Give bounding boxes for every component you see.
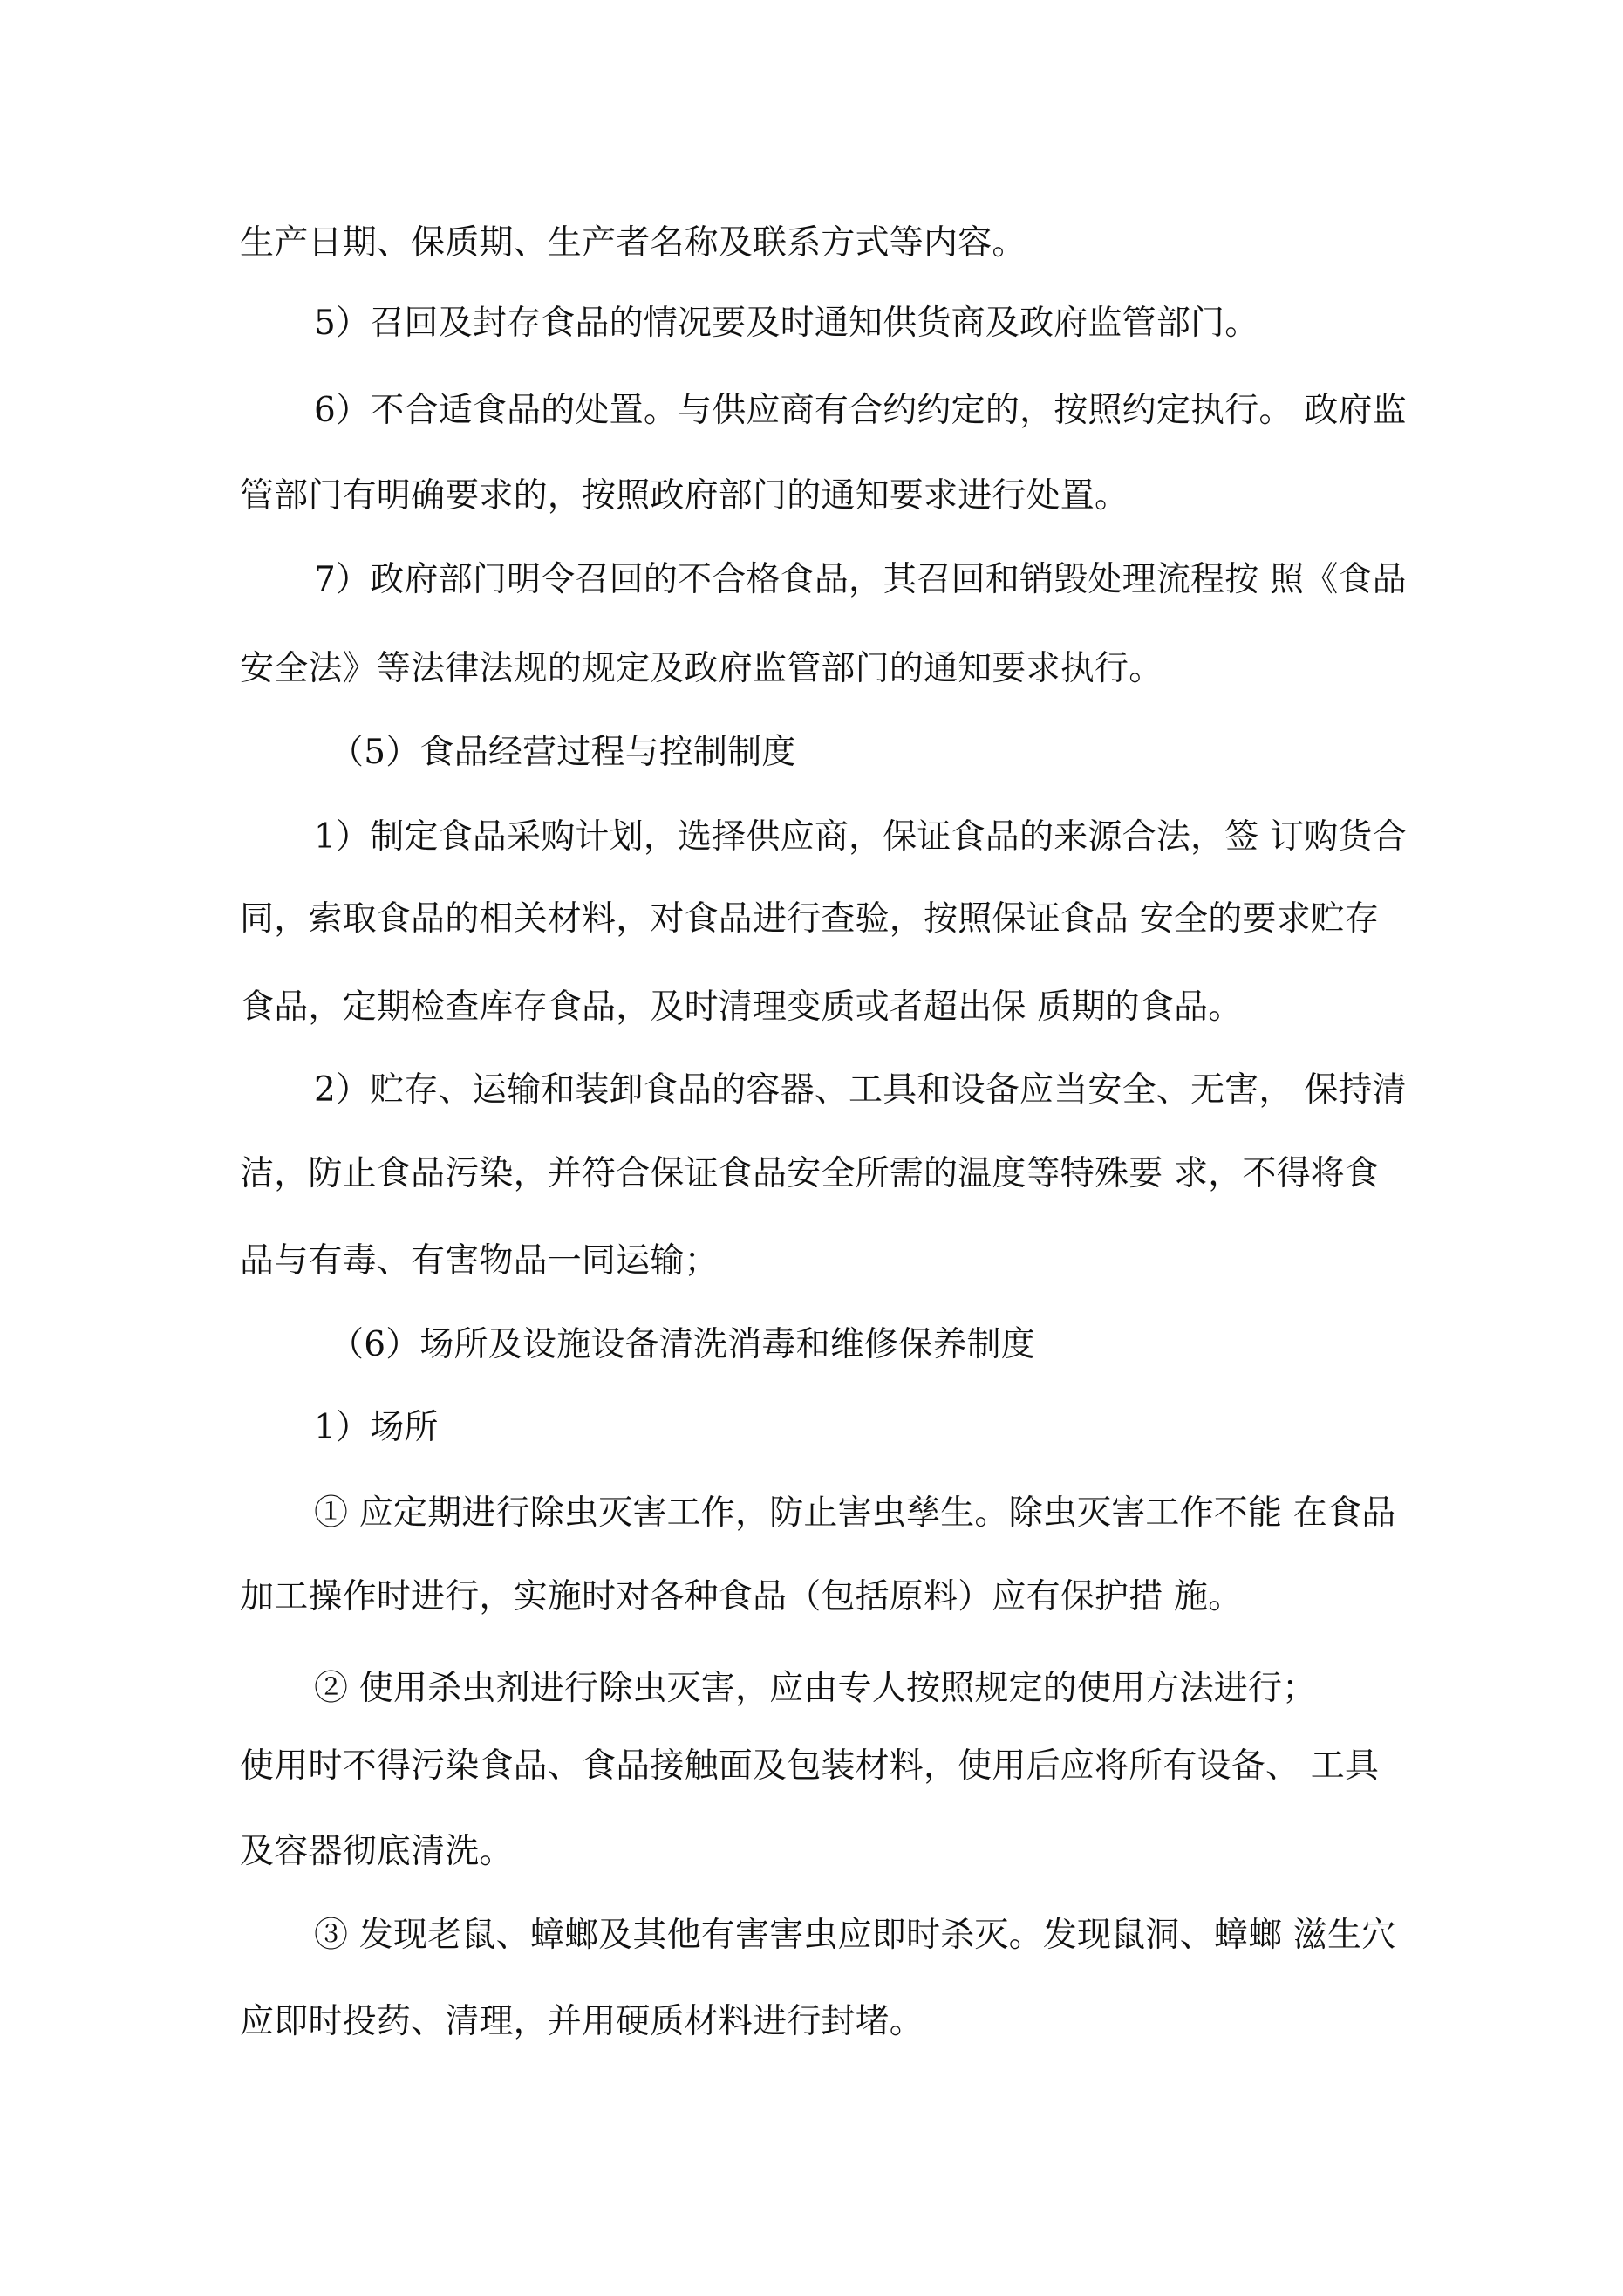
paragraph-line: 使用时不得污染食品、食品接触面及包装材料，使用后应将所有设备、 工具	[240, 1746, 1380, 1786]
list-item-line: ③ 发现老鼠、蟑螂及其他有害害虫应即时杀灭。发现鼠洞、蟑螂 滋生穴	[314, 1916, 1396, 1955]
paragraph-line: 安全法》等法律法规的规定及政府监管部门的通知要求执行。	[240, 649, 1163, 688]
section-heading: （5）食品经营过程与控制制度	[330, 733, 796, 772]
list-item-line: 7）政府部门明令召回的不合格食品，其召回和销毁处理流程按 照《食品	[314, 560, 1407, 599]
paragraph-line: 品与有毒、有害物品一同运输；	[240, 1241, 719, 1281]
list-item-line: 5）召回及封存食品的情况要及时通知供货商及政府监管部门。	[314, 304, 1259, 343]
paragraph-line: 及容器彻底清洗。	[240, 1832, 514, 1871]
list-item-line: ② 使用杀虫剂进行除虫灭害，应由专人按照规定的使用方法进行；	[314, 1669, 1317, 1708]
paragraph-line: 同，索取食品的相关材料，对食品进行查验，按照保证食品 安全的要求贮存	[240, 899, 1380, 939]
section-heading: （6）场所及设施设备清洗消毒和维修保养制度	[330, 1325, 1036, 1364]
paragraph-line: 生产日期、保质期、生产者名称及联系方式等内容。	[240, 223, 1026, 263]
list-item-line: ① 应定期进行除虫灭害工作，防止害虫孳生。除虫灭害工作不能 在食品	[314, 1493, 1396, 1533]
list-item-line: 6）不合适食品的处置。与供应商有合约约定的，按照约定执行。 政府监	[314, 391, 1407, 430]
list-item-line: 1）制定食品采购计划，选择供应商，保证食品的来源合法，签 订购货合	[314, 817, 1407, 857]
paragraph-line: 洁，防止食品污染，并符合保证食品安全所需的温度等特殊要 求，不得将食	[240, 1154, 1380, 1193]
paragraph-line: 管部门有明确要求的，按照政府部门的通知要求进行处置。	[240, 476, 1129, 516]
list-item-line: 2）贮存、运输和装卸食品的容器、工具和设备应当安全、无害， 保持清	[314, 1070, 1407, 1110]
paragraph-line: 加工操作时进行，实施时对各种食品（包括原料）应有保护措 施。	[240, 1577, 1243, 1616]
paragraph-line: 食品，定期检查库存食品，及时清理变质或者超出保 质期的食品。	[240, 987, 1243, 1027]
subheading-line: 1）场所	[314, 1408, 439, 1447]
paragraph-line: 应即时投药、清理，并用硬质材料进行封堵。	[240, 2002, 924, 2041]
